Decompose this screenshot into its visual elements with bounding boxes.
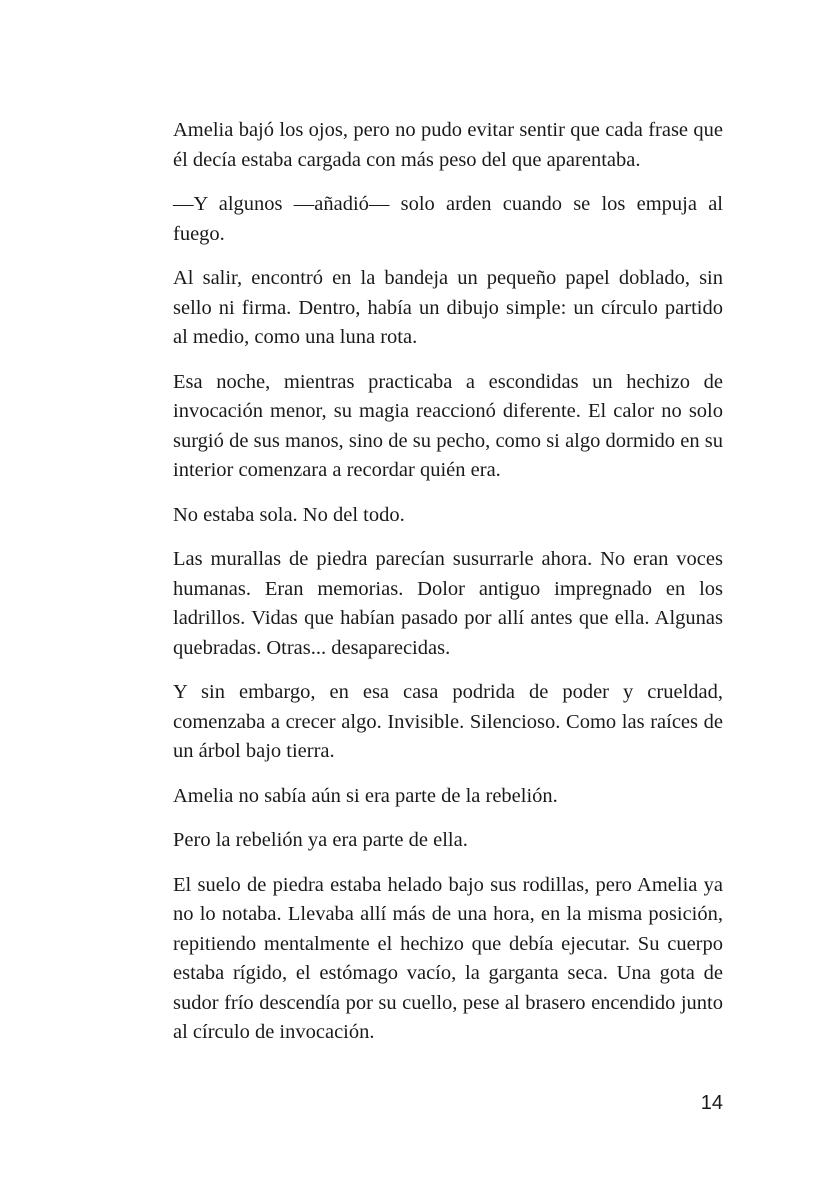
paragraph: Amelia bajó los ojos, pero no pudo evitar sentir que cada frase que él decía estaba cargada con más peso del que aparentaba. bbox=[173, 119, 723, 171]
paragraph: Amelia no sabía aún si era parte de la rebelión. bbox=[173, 784, 558, 807]
paragraph: No estaba sola. No del todo. bbox=[173, 503, 405, 526]
paragraph: —Y algunos —añadió— solo arden cuando se los empuja al fuego. bbox=[173, 193, 723, 245]
body-text bbox=[173, 116, 723, 1063]
paragraph: Las murallas de piedra parecían susurrarle ahora. No eran voces humanas. Eran memorias. Dolor antiguo impregnado en los ladrillos. Vidas que habían pasado por allí antes que ella. Algunas quebradas. Otras... desaparecidas. bbox=[173, 548, 723, 659]
paragraph: El suelo de piedra estaba helado bajo sus rodillas, pero Amelia ya no lo notaba. Llevaba allí más de una hora, en la misma posición, repitiendo mentalmente el hechizo que debía ejecutar. Su cuerpo estaba rígido, el estómago vacío, la garganta seca. Una gota de sudor frío descendía por su cuello, pese al brasero encendido junto al círculo de invocación. bbox=[173, 873, 723, 1043]
paragraph: Esa noche, mientras practicaba a escondidas un hechizo de invocación menor, su magia reaccionó diferente. El calor no solo surgió de sus manos, sino de su pecho, como si algo dormido en su interior comenzara a recordar quién era. bbox=[173, 370, 723, 481]
paragraph: Pero la rebelión ya era parte de ella. bbox=[173, 829, 468, 851]
paragraph: Al salir, encontró en la bandeja un pequeño papel doblado, sin sello ni firma. Dentro, había un dibujo simple: un círculo partido al medio, como una luna rota. bbox=[173, 267, 723, 348]
paragraph: Y sin embargo, en esa casa podrida de poder y crueldad, comenzaba a crecer algo. Invisible. Silencioso. Como las raíces de un árbol bajo tierra. bbox=[173, 681, 723, 762]
page-number: 14 bbox=[700, 1092, 723, 1114]
